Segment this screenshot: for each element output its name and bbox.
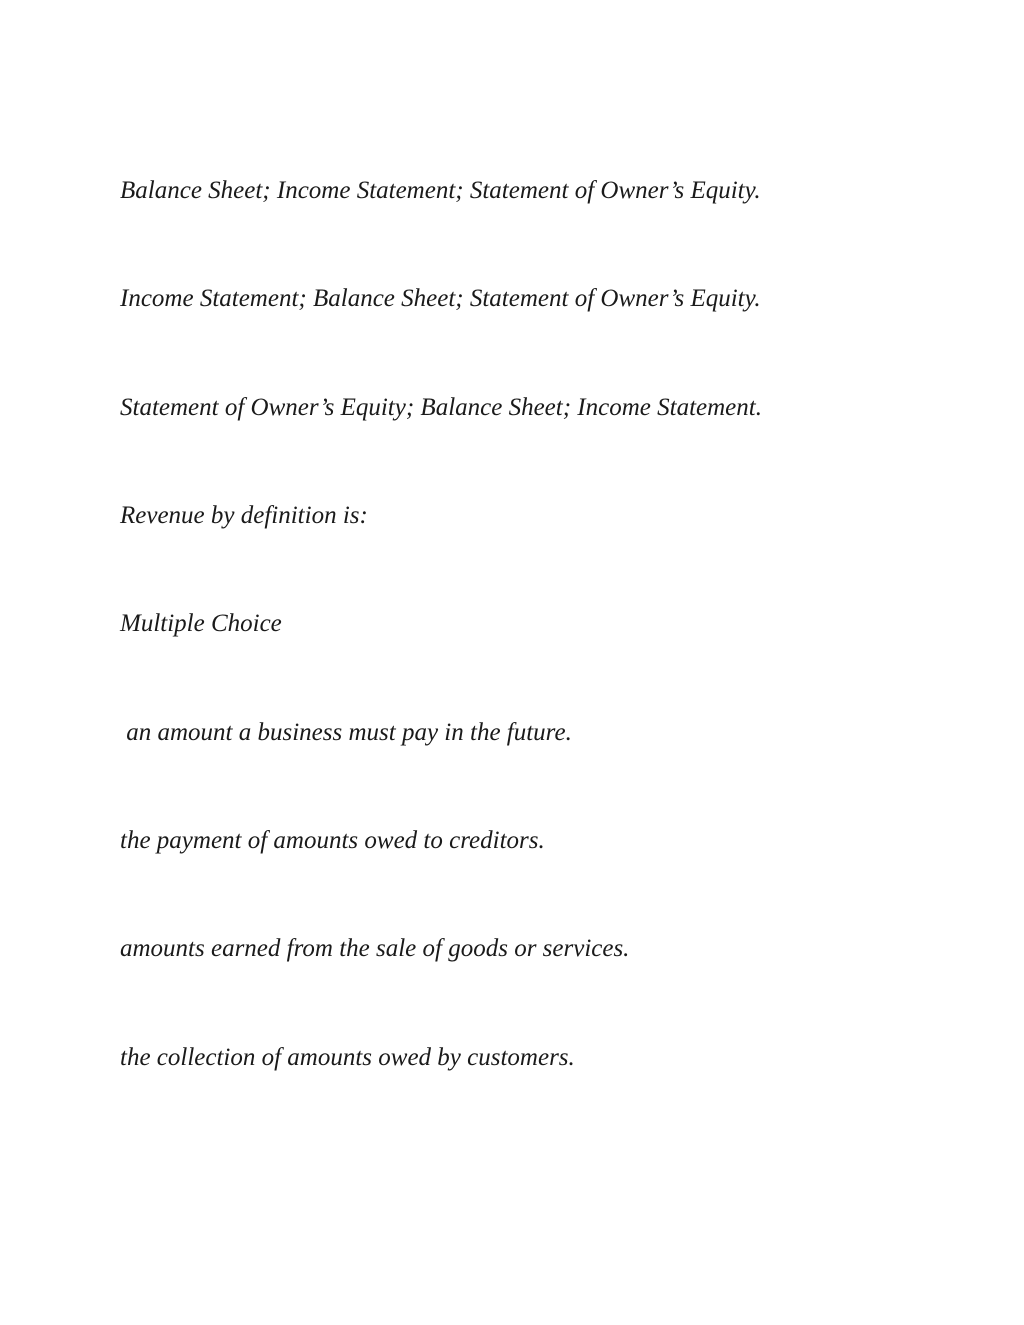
answer-option-1[interactable]: an amount a business must pay in the future. <box>120 719 572 746</box>
answer-option-3[interactable]: amounts earned from the sale of goods or services. <box>120 935 630 962</box>
answer-option-2[interactable]: the payment of amounts owed to creditors. <box>120 827 545 854</box>
previous-option-1: Balance Sheet; Income Statement; Statement of Owner’s Equity. <box>120 177 761 204</box>
previous-option-2: Income Statement; Balance Sheet; Statement of Owner’s Equity. <box>120 285 761 312</box>
previous-option-3: Statement of Owner’s Equity; Balance Sheet; Income Statement. <box>120 394 762 421</box>
answer-option-4[interactable]: the collection of amounts owed by customers. <box>120 1044 575 1071</box>
question-prompt: Revenue by definition is: <box>120 502 368 529</box>
question-type-label: Multiple Choice <box>120 610 282 637</box>
